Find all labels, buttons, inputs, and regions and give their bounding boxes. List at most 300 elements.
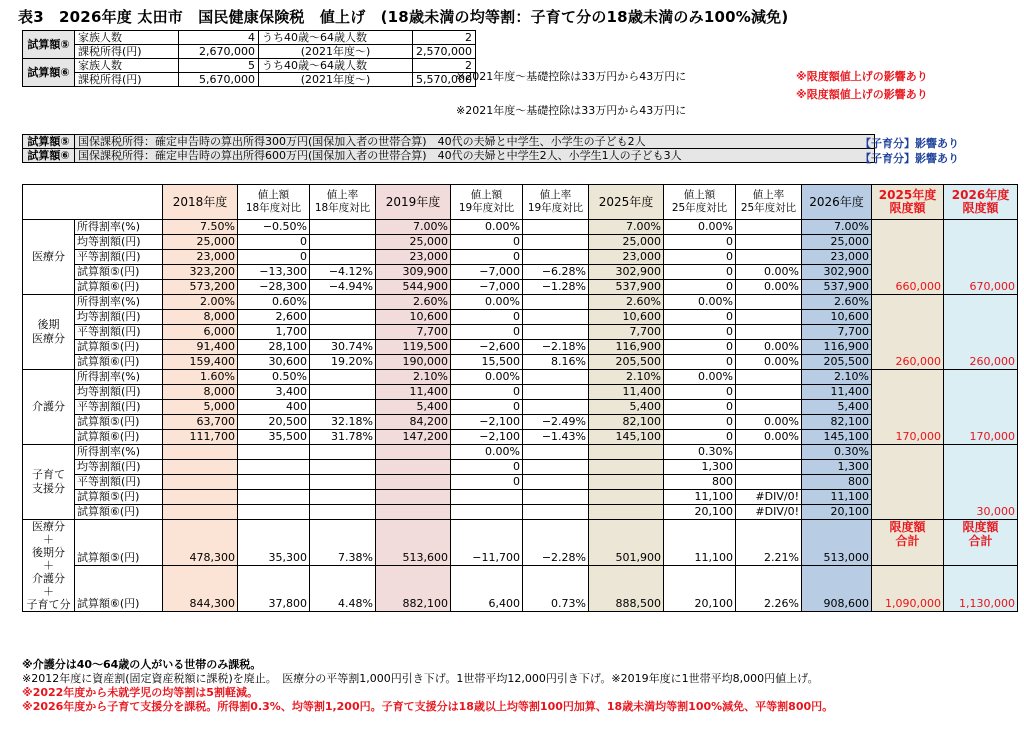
table-cell: 5,400 [376, 400, 451, 415]
table-row [23, 355, 1018, 370]
column-header: 値上率 18年度対比 [310, 185, 376, 220]
table-cell: 513,000 [802, 520, 872, 566]
table-cell: 0 [451, 475, 523, 490]
table-cell: 1,300 [802, 460, 872, 475]
header-blank [23, 185, 163, 220]
table-row [23, 460, 1018, 475]
table-cell: 0.00% [736, 265, 802, 280]
case5-age-value: 2 [413, 31, 476, 45]
table-cell: 2,600 [238, 310, 310, 325]
limit-2026: 260,000 [944, 295, 1018, 370]
table-cell: 0.60% [238, 295, 310, 310]
table-cell: 5,400 [589, 400, 664, 415]
table-cell: 15,500 [451, 355, 523, 370]
row-label: 均等割額(円) [75, 235, 163, 250]
limit-total-label-2025: 限度額 合計 [872, 520, 944, 566]
table-cell [736, 250, 802, 265]
table-cell [376, 445, 451, 460]
table-row [23, 265, 1018, 280]
table-cell [523, 445, 589, 460]
column-header: 2025年度 限度額 [872, 185, 944, 220]
table-cell [523, 235, 589, 250]
table-cell [736, 460, 802, 475]
table-cell: 111,700 [163, 430, 238, 445]
footnote-2: ※2012年度に資産割(固定資産税額に課税)を廃止。 医療分の平等割1,000円引き下げ。1世帯平均12,000円引き下げ。※2019年度に1世帯平均8,000円値上げ。 [22, 672, 819, 685]
table-cell [310, 445, 376, 460]
table-cell: −2,100 [451, 430, 523, 445]
table-cell: 10,600 [376, 310, 451, 325]
table-cell: 888,500 [589, 566, 664, 612]
case5-label: 試算額⑤ [23, 31, 75, 59]
row-label: 試算額⑤(円) [75, 415, 163, 430]
description-table [22, 134, 875, 163]
table-row [23, 490, 1018, 505]
table-cell [451, 490, 523, 505]
table-cell: 478,300 [163, 520, 238, 566]
row-label: 所得割率(%) [75, 370, 163, 385]
case5-red-note: ※限度額値上げの影響あり [796, 70, 928, 83]
table-cell: 4.48% [310, 566, 376, 612]
table-cell: −2,600 [451, 340, 523, 355]
table-cell: 119,500 [376, 340, 451, 355]
table-cell: 82,100 [589, 415, 664, 430]
row-label: 試算額⑤(円) [75, 340, 163, 355]
table-cell [736, 385, 802, 400]
desc5-label: 試算額⑤ [23, 135, 75, 149]
case5-year-label: (2021年度～) [259, 45, 413, 59]
table-cell: 0.00% [736, 280, 802, 295]
case5-income-2021: 2,570,000 [413, 45, 476, 59]
table-cell [736, 310, 802, 325]
table-cell [523, 505, 589, 520]
footnote-4: ※2026年度から子育て支援分を課税。所得割0.3%、均等割1,200円。子育て支援分は18歳以上均等割100円加算、18歳未満均等割100%減免、平等割800円。 [22, 700, 834, 713]
table-cell: 91,400 [163, 340, 238, 355]
table-cell: 0.00% [736, 415, 802, 430]
table-cell: 7.00% [589, 220, 664, 235]
case6-age-value: 2 [413, 59, 476, 73]
table-cell: 0.73% [523, 566, 589, 612]
limit-total-2025: 1,090,000 [872, 566, 944, 612]
table-cell: −1.43% [523, 430, 589, 445]
table-row [23, 325, 1018, 340]
case6-label: 試算額⑥ [23, 59, 75, 87]
case6-income-label: 課税所得(円) [75, 73, 179, 87]
row-label: 平等割額(円) [75, 250, 163, 265]
table-cell: 573,200 [163, 280, 238, 295]
table-cell [736, 370, 802, 385]
table-cell [736, 475, 802, 490]
table-cell: 0 [238, 235, 310, 250]
table-row [23, 310, 1018, 325]
table-cell: 23,000 [376, 250, 451, 265]
row-label: 試算額⑥(円) [75, 566, 163, 612]
table-cell: 0.00% [664, 370, 736, 385]
table-cell: 84,200 [376, 415, 451, 430]
table-cell: 8,000 [163, 385, 238, 400]
table-cell: 0 [664, 340, 736, 355]
case5-note: ※2021年度～基礎控除は33万円から43万円に [456, 70, 687, 83]
table-cell [451, 505, 523, 520]
table-cell [163, 460, 238, 475]
table-cell [310, 475, 376, 490]
table-cell: 0 [664, 325, 736, 340]
table-cell: −28,300 [238, 280, 310, 295]
row-label: 試算額⑤(円) [75, 520, 163, 566]
table-cell: 116,900 [589, 340, 664, 355]
table-cell [376, 505, 451, 520]
table-cell: 0.00% [736, 430, 802, 445]
table-cell: 11,100 [664, 490, 736, 505]
table-cell: 11,400 [589, 385, 664, 400]
table-cell: 544,900 [376, 280, 451, 295]
table-cell: 2.60% [376, 295, 451, 310]
case5-income-label: 課税所得(円) [75, 45, 179, 59]
table-row [23, 505, 1018, 520]
table-cell: 0 [664, 385, 736, 400]
table-row [23, 430, 1018, 445]
table-cell: 844,300 [163, 566, 238, 612]
table-row [23, 295, 1018, 310]
table-cell: 7.38% [310, 520, 376, 566]
table-cell [736, 235, 802, 250]
column-header: 2025年度 [589, 185, 664, 220]
table-cell [310, 295, 376, 310]
table-cell [310, 460, 376, 475]
table-cell [238, 490, 310, 505]
table-cell: 0.00% [736, 340, 802, 355]
table-cell: 323,200 [163, 265, 238, 280]
table-cell: 302,900 [589, 265, 664, 280]
table-cell: −0.50% [238, 220, 310, 235]
table-cell: 800 [802, 475, 872, 490]
table-cell [589, 475, 664, 490]
limit-2025: 660,000 [872, 220, 944, 295]
table-cell: 8,000 [163, 310, 238, 325]
group-label: 子育て 支援分 [23, 445, 75, 520]
row-label: 所得割率(%) [75, 295, 163, 310]
tax-table [22, 184, 1018, 612]
table-cell [163, 445, 238, 460]
table-cell: 23,000 [802, 250, 872, 265]
table-cell [523, 220, 589, 235]
row-label: 平等割額(円) [75, 325, 163, 340]
table-cell [310, 235, 376, 250]
table-row [23, 415, 1018, 430]
table-cell: 25,000 [802, 235, 872, 250]
table-cell: 0 [664, 235, 736, 250]
table-cell: 7,700 [589, 325, 664, 340]
total-row [23, 566, 1018, 612]
table-cell: 11,100 [664, 520, 736, 566]
table-cell [736, 400, 802, 415]
limit-2026: 170,000 [944, 370, 1018, 445]
table-cell: 2.10% [589, 370, 664, 385]
row-label: 平等割額(円) [75, 400, 163, 415]
table-cell: 30.74% [310, 340, 376, 355]
table-cell: 6,000 [163, 325, 238, 340]
table-cell: 1.60% [163, 370, 238, 385]
table-cell [310, 250, 376, 265]
table-cell [163, 505, 238, 520]
row-label: 試算額⑤(円) [75, 490, 163, 505]
footnote-1: ※介護分は40～64歳の人がいる世帯のみ課税。 [22, 658, 262, 671]
table-cell: 302,900 [802, 265, 872, 280]
column-header: 値上額 25年度対比 [664, 185, 736, 220]
table-cell [523, 370, 589, 385]
case5-income-value: 2,670,000 [179, 45, 259, 59]
table-cell: −4.12% [310, 265, 376, 280]
row-label: 所得割率(%) [75, 445, 163, 460]
table-row [23, 280, 1018, 295]
case6-age-label: うち40歳～64歳人数 [259, 59, 413, 73]
table-cell: 0 [451, 460, 523, 475]
table-cell: 10,600 [802, 310, 872, 325]
table-cell: 0 [451, 250, 523, 265]
case5-age-label: うち40歳～64歳人数 [259, 31, 413, 45]
row-label: 均等割額(円) [75, 310, 163, 325]
table-cell [589, 490, 664, 505]
table-cell: 2.26% [736, 566, 802, 612]
table-cell: 0.00% [736, 355, 802, 370]
table-cell: −2,100 [451, 415, 523, 430]
table-cell: 25,000 [376, 235, 451, 250]
case6-family-label: 家族人数 [75, 59, 179, 73]
footnote-3: ※2022年度から未就学児の均等割は5割軽減。 [22, 686, 258, 699]
table-cell: −7,000 [451, 265, 523, 280]
table-cell [310, 505, 376, 520]
table-cell [523, 325, 589, 340]
table-cell: 8.16% [523, 355, 589, 370]
table-cell: 31.78% [310, 430, 376, 445]
case5-family-label: 家族人数 [75, 31, 179, 45]
table-cell: 537,900 [589, 280, 664, 295]
table-row [23, 475, 1018, 490]
table-cell: 0 [664, 430, 736, 445]
row-label: 均等割額(円) [75, 385, 163, 400]
table-cell: 30,600 [238, 355, 310, 370]
table-cell: 3,400 [238, 385, 310, 400]
desc5-text: 国保課税所得：確定申告時の算出所得300万円(国保加入者の世帯合算) 40代の夫婦と中学生、小学生の子ども2人 [75, 135, 875, 149]
table-cell: 0 [451, 385, 523, 400]
table-cell: 25,000 [589, 235, 664, 250]
column-header: 2019年度 [376, 185, 451, 220]
table-cell: 11,400 [802, 385, 872, 400]
table-cell: #DIV/0! [736, 490, 802, 505]
limit-2025: 260,000 [872, 295, 944, 370]
table-cell: 32.18% [310, 415, 376, 430]
table-cell: 309,900 [376, 265, 451, 280]
table-cell: −7,000 [451, 280, 523, 295]
table-cell: 0 [451, 325, 523, 340]
table-cell [376, 490, 451, 505]
table-cell: 147,200 [376, 430, 451, 445]
table-cell [310, 400, 376, 415]
group-label: 後期 医療分 [23, 295, 75, 370]
table-cell: 35,500 [238, 430, 310, 445]
case6-income-value: 5,670,000 [179, 73, 259, 87]
table-cell [310, 370, 376, 385]
total-group-label: 医療分 ＋ 後期分 ＋ 介護分 ＋ 子育て分 [23, 520, 75, 612]
table-cell: 7,700 [376, 325, 451, 340]
table-cell: 19.20% [310, 355, 376, 370]
limit-2026: 30,000 [944, 445, 1018, 520]
table-cell [736, 445, 802, 460]
row-label: 均等割額(円) [75, 460, 163, 475]
table-cell: 0 [664, 280, 736, 295]
table-row [23, 445, 1018, 460]
case5-family-value: 4 [179, 31, 259, 45]
limit-total-label-2026: 限度額 合計 [944, 520, 1018, 566]
table-cell: 5,400 [802, 400, 872, 415]
row-label: 平等割額(円) [75, 475, 163, 490]
table-cell: 0.00% [451, 445, 523, 460]
case-info-table [22, 30, 476, 87]
table-cell: −6.28% [523, 265, 589, 280]
table-cell: 116,900 [802, 340, 872, 355]
table-cell [310, 325, 376, 340]
table-cell: 1,300 [664, 460, 736, 475]
column-header: 2018年度 [163, 185, 238, 220]
desc6-text: 国保課税所得：確定申告時の算出所得600万円(国保加入者の世帯合算) 40代の夫婦と中学生2人、小学生1人の子ども3人 [75, 149, 875, 163]
table-cell [376, 460, 451, 475]
table-cell [310, 220, 376, 235]
table-cell: −2.18% [523, 340, 589, 355]
table-cell [523, 310, 589, 325]
table-cell: 400 [238, 400, 310, 415]
table-row [23, 235, 1018, 250]
table-row [23, 340, 1018, 355]
table-cell: −2.28% [523, 520, 589, 566]
table-cell: −1.28% [523, 280, 589, 295]
table-row [23, 370, 1018, 385]
group-label: 介護分 [23, 370, 75, 445]
table-cell: 0.00% [664, 220, 736, 235]
table-cell [523, 400, 589, 415]
table-cell: 11,400 [376, 385, 451, 400]
table-cell: 20,100 [664, 566, 736, 612]
row-label: 試算額⑥(円) [75, 505, 163, 520]
row-label: 所得割率(%) [75, 220, 163, 235]
table-cell: 5,000 [163, 400, 238, 415]
table-cell: 537,900 [802, 280, 872, 295]
column-header: 2026年度 [802, 185, 872, 220]
table-cell: 0 [664, 355, 736, 370]
table-cell: 159,400 [163, 355, 238, 370]
table-cell: 82,100 [802, 415, 872, 430]
table-cell [523, 475, 589, 490]
table-cell [523, 385, 589, 400]
table-row [23, 385, 1018, 400]
desc5-tag: 【子育分】影響あり [860, 137, 959, 150]
table-cell: 0 [664, 250, 736, 265]
column-header: 値上額 19年度対比 [451, 185, 523, 220]
table-cell [376, 475, 451, 490]
table-cell [589, 505, 664, 520]
row-label: 試算額⑥(円) [75, 280, 163, 295]
table-cell: 882,100 [376, 566, 451, 612]
table-cell: 908,600 [802, 566, 872, 612]
table-cell: 0 [451, 235, 523, 250]
table-cell: 2.21% [736, 520, 802, 566]
table-row [23, 250, 1018, 265]
table-cell: 23,000 [589, 250, 664, 265]
table-row [23, 220, 1018, 235]
table-cell [310, 490, 376, 505]
table-cell: 205,500 [589, 355, 664, 370]
limit-2025 [872, 445, 944, 520]
table-cell: 35,300 [238, 520, 310, 566]
table-cell: 513,600 [376, 520, 451, 566]
table-cell: 2.60% [802, 295, 872, 310]
table-cell [163, 490, 238, 505]
table-cell: 2.10% [802, 370, 872, 385]
table-cell: 20,500 [238, 415, 310, 430]
table-cell [736, 295, 802, 310]
table-cell: 501,900 [589, 520, 664, 566]
table-cell: 0 [664, 265, 736, 280]
table-cell [238, 475, 310, 490]
limit-2025: 170,000 [872, 370, 944, 445]
table-cell: 2.00% [163, 295, 238, 310]
table-cell [163, 475, 238, 490]
table-cell: 0.00% [664, 295, 736, 310]
table-cell [310, 385, 376, 400]
table-cell [523, 460, 589, 475]
table-cell: 0.50% [238, 370, 310, 385]
table-cell [523, 490, 589, 505]
table-cell: 0 [664, 400, 736, 415]
row-label: 試算額⑥(円) [75, 430, 163, 445]
table-cell: 0 [451, 400, 523, 415]
table-cell: 2.10% [376, 370, 451, 385]
footnotes [22, 658, 833, 714]
table-cell: −4.94% [310, 280, 376, 295]
limit-total-2026: 1,130,000 [944, 566, 1018, 612]
table-cell: 0.30% [802, 445, 872, 460]
table-cell [736, 220, 802, 235]
desc6-label: 試算額⑥ [23, 149, 75, 163]
table-cell: 20,100 [802, 505, 872, 520]
group-label: 医療分 [23, 220, 75, 295]
table-cell: 11,100 [802, 490, 872, 505]
table-cell: 23,000 [163, 250, 238, 265]
column-header: 値上率 19年度対比 [523, 185, 589, 220]
table-cell [523, 250, 589, 265]
column-header: 2026年度 限度額 [944, 185, 1018, 220]
table-cell: 7,700 [802, 325, 872, 340]
table-cell [589, 460, 664, 475]
case6-red-note: ※限度額値上げの影響あり [796, 88, 928, 101]
table-cell: 0.00% [451, 220, 523, 235]
table-cell: 0.00% [451, 295, 523, 310]
table-cell: 205,500 [802, 355, 872, 370]
case6-family-value: 5 [179, 59, 259, 73]
column-header: 値上額 18年度対比 [238, 185, 310, 220]
table-cell: 20,100 [664, 505, 736, 520]
table-cell: 145,100 [589, 430, 664, 445]
table-cell: 0.00% [451, 370, 523, 385]
table-cell: 28,100 [238, 340, 310, 355]
desc6-tag: 【子育分】影響あり [860, 152, 959, 165]
table-cell: 7.50% [163, 220, 238, 235]
table-cell [238, 505, 310, 520]
table-cell: 7.00% [802, 220, 872, 235]
table-cell: 190,000 [376, 355, 451, 370]
table-cell [238, 445, 310, 460]
case6-year-label: (2021年度～) [259, 73, 413, 87]
table-cell [523, 295, 589, 310]
column-header: 値上率 25年度対比 [736, 185, 802, 220]
